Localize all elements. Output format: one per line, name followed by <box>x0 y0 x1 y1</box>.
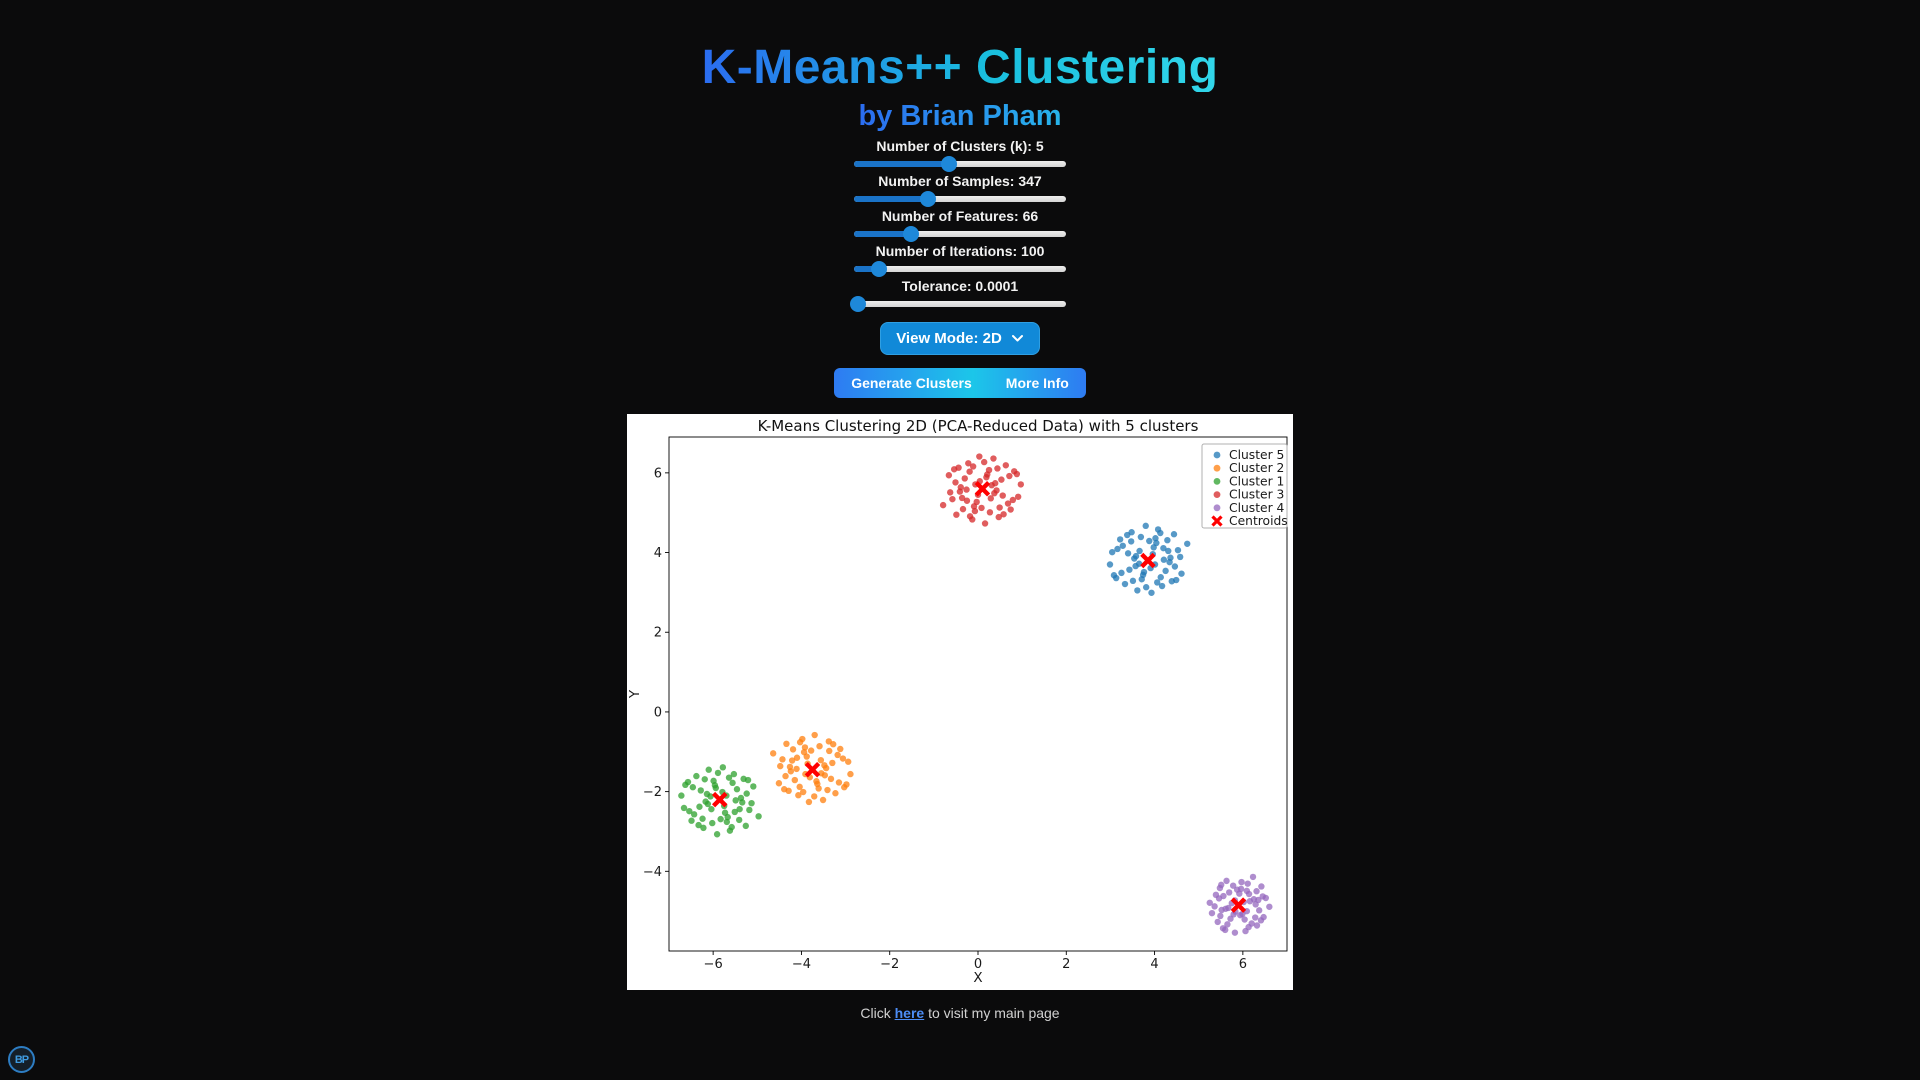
slider-track[interactable] <box>854 196 1066 202</box>
svg-text:4: 4 <box>653 546 662 562</box>
slider-thumb[interactable] <box>920 191 936 207</box>
svg-text:Cluster 1: Cluster 1 <box>1229 474 1285 489</box>
footer-suffix: to visit my main page <box>924 1005 1060 1021</box>
svg-text:Cluster 2: Cluster 2 <box>1229 461 1285 476</box>
chart-title <box>758 417 1199 435</box>
slider-handle-track[interactable] <box>854 261 1066 277</box>
bp-logo-text: BP <box>14 1053 29 1066</box>
slider-group-2 <box>854 209 1066 242</box>
svg-text:−6: −6 <box>703 957 723 972</box>
main-page-link[interactable]: here <box>894 1005 925 1021</box>
slider-group-1 <box>854 174 1066 207</box>
svg-text:Centroids: Centroids <box>1229 514 1288 528</box>
svg-text:6: 6 <box>1238 957 1247 972</box>
svg-text:X: X <box>973 970 983 986</box>
chart-legend <box>1202 444 1288 528</box>
svg-text:0: 0 <box>653 705 662 721</box>
bp-logo[interactable] <box>8 1046 35 1073</box>
slider-fill <box>854 161 949 167</box>
scatter-chart <box>627 414 1293 990</box>
slider-thumb[interactable] <box>941 156 957 172</box>
slider-track[interactable] <box>854 301 1066 307</box>
slider-label: Tolerance: 0.0001 <box>901 278 1019 294</box>
sliders <box>854 139 1066 314</box>
footer-prefix: Click <box>860 1005 895 1021</box>
slider-label: Number of Clusters (k): 5 <box>876 138 1044 154</box>
slider-handle-track[interactable] <box>854 296 1066 312</box>
svg-text:6: 6 <box>653 466 662 482</box>
svg-text:2: 2 <box>1062 957 1071 972</box>
slider-handle-track[interactable] <box>854 156 1066 172</box>
svg-text:Cluster 3: Cluster 3 <box>1229 487 1285 502</box>
cluster-plot <box>627 414 1293 990</box>
slider-label: Number of Samples: 347 <box>878 173 1042 189</box>
svg-text:0: 0 <box>973 957 983 972</box>
slider-thumb[interactable] <box>871 261 887 277</box>
slider-track[interactable] <box>854 161 1066 167</box>
slider-thumb[interactable] <box>903 226 919 242</box>
slider-track[interactable] <box>854 231 1066 237</box>
axes-box <box>669 437 1287 951</box>
svg-text:Y: Y <box>627 689 643 699</box>
slider-thumb[interactable] <box>850 296 866 312</box>
slider-label: Number of Features: 66 <box>881 208 1039 224</box>
svg-text:−2: −2 <box>642 785 662 801</box>
generate-clusters-button[interactable]: Generate Clusters <box>834 368 989 398</box>
more-info-button[interactable]: More Info <box>989 368 1086 398</box>
view-mode-label: View Mode: 2D <box>896 330 1002 347</box>
slider-fill <box>854 196 928 202</box>
slider-label: Number of Iterations: 100 <box>875 243 1045 259</box>
page-subtitle: by Brian Pham <box>858 100 1062 132</box>
svg-text:2: 2 <box>653 625 662 641</box>
svg-text:4: 4 <box>1150 957 1159 972</box>
slider-handle-track[interactable] <box>854 226 1066 242</box>
page-title: K-Means++ Clustering <box>701 41 1219 94</box>
x-axis <box>704 951 1247 986</box>
slider-handle-track[interactable] <box>854 191 1066 207</box>
slider-group-4 <box>854 279 1066 312</box>
action-button-bar <box>834 368 1086 398</box>
svg-text:K-Means Clustering 2D (PCA-Red: K-Means Clustering 2D (PCA-Reduced Data) with 5 clusters <box>757 417 1199 435</box>
svg-text:−2: −2 <box>880 957 900 972</box>
view-mode-dropdown[interactable] <box>880 322 1040 355</box>
svg-text:−4: −4 <box>642 864 662 880</box>
y-axis <box>627 466 669 879</box>
svg-text:Cluster 4: Cluster 4 <box>1229 500 1285 515</box>
slider-group-0 <box>854 139 1066 172</box>
slider-group-3 <box>854 244 1066 277</box>
chevron-down-icon <box>1011 334 1024 343</box>
svg-text:Cluster 5: Cluster 5 <box>1229 448 1285 462</box>
footer-text <box>860 1005 1059 1021</box>
svg-text:−4: −4 <box>791 957 812 972</box>
